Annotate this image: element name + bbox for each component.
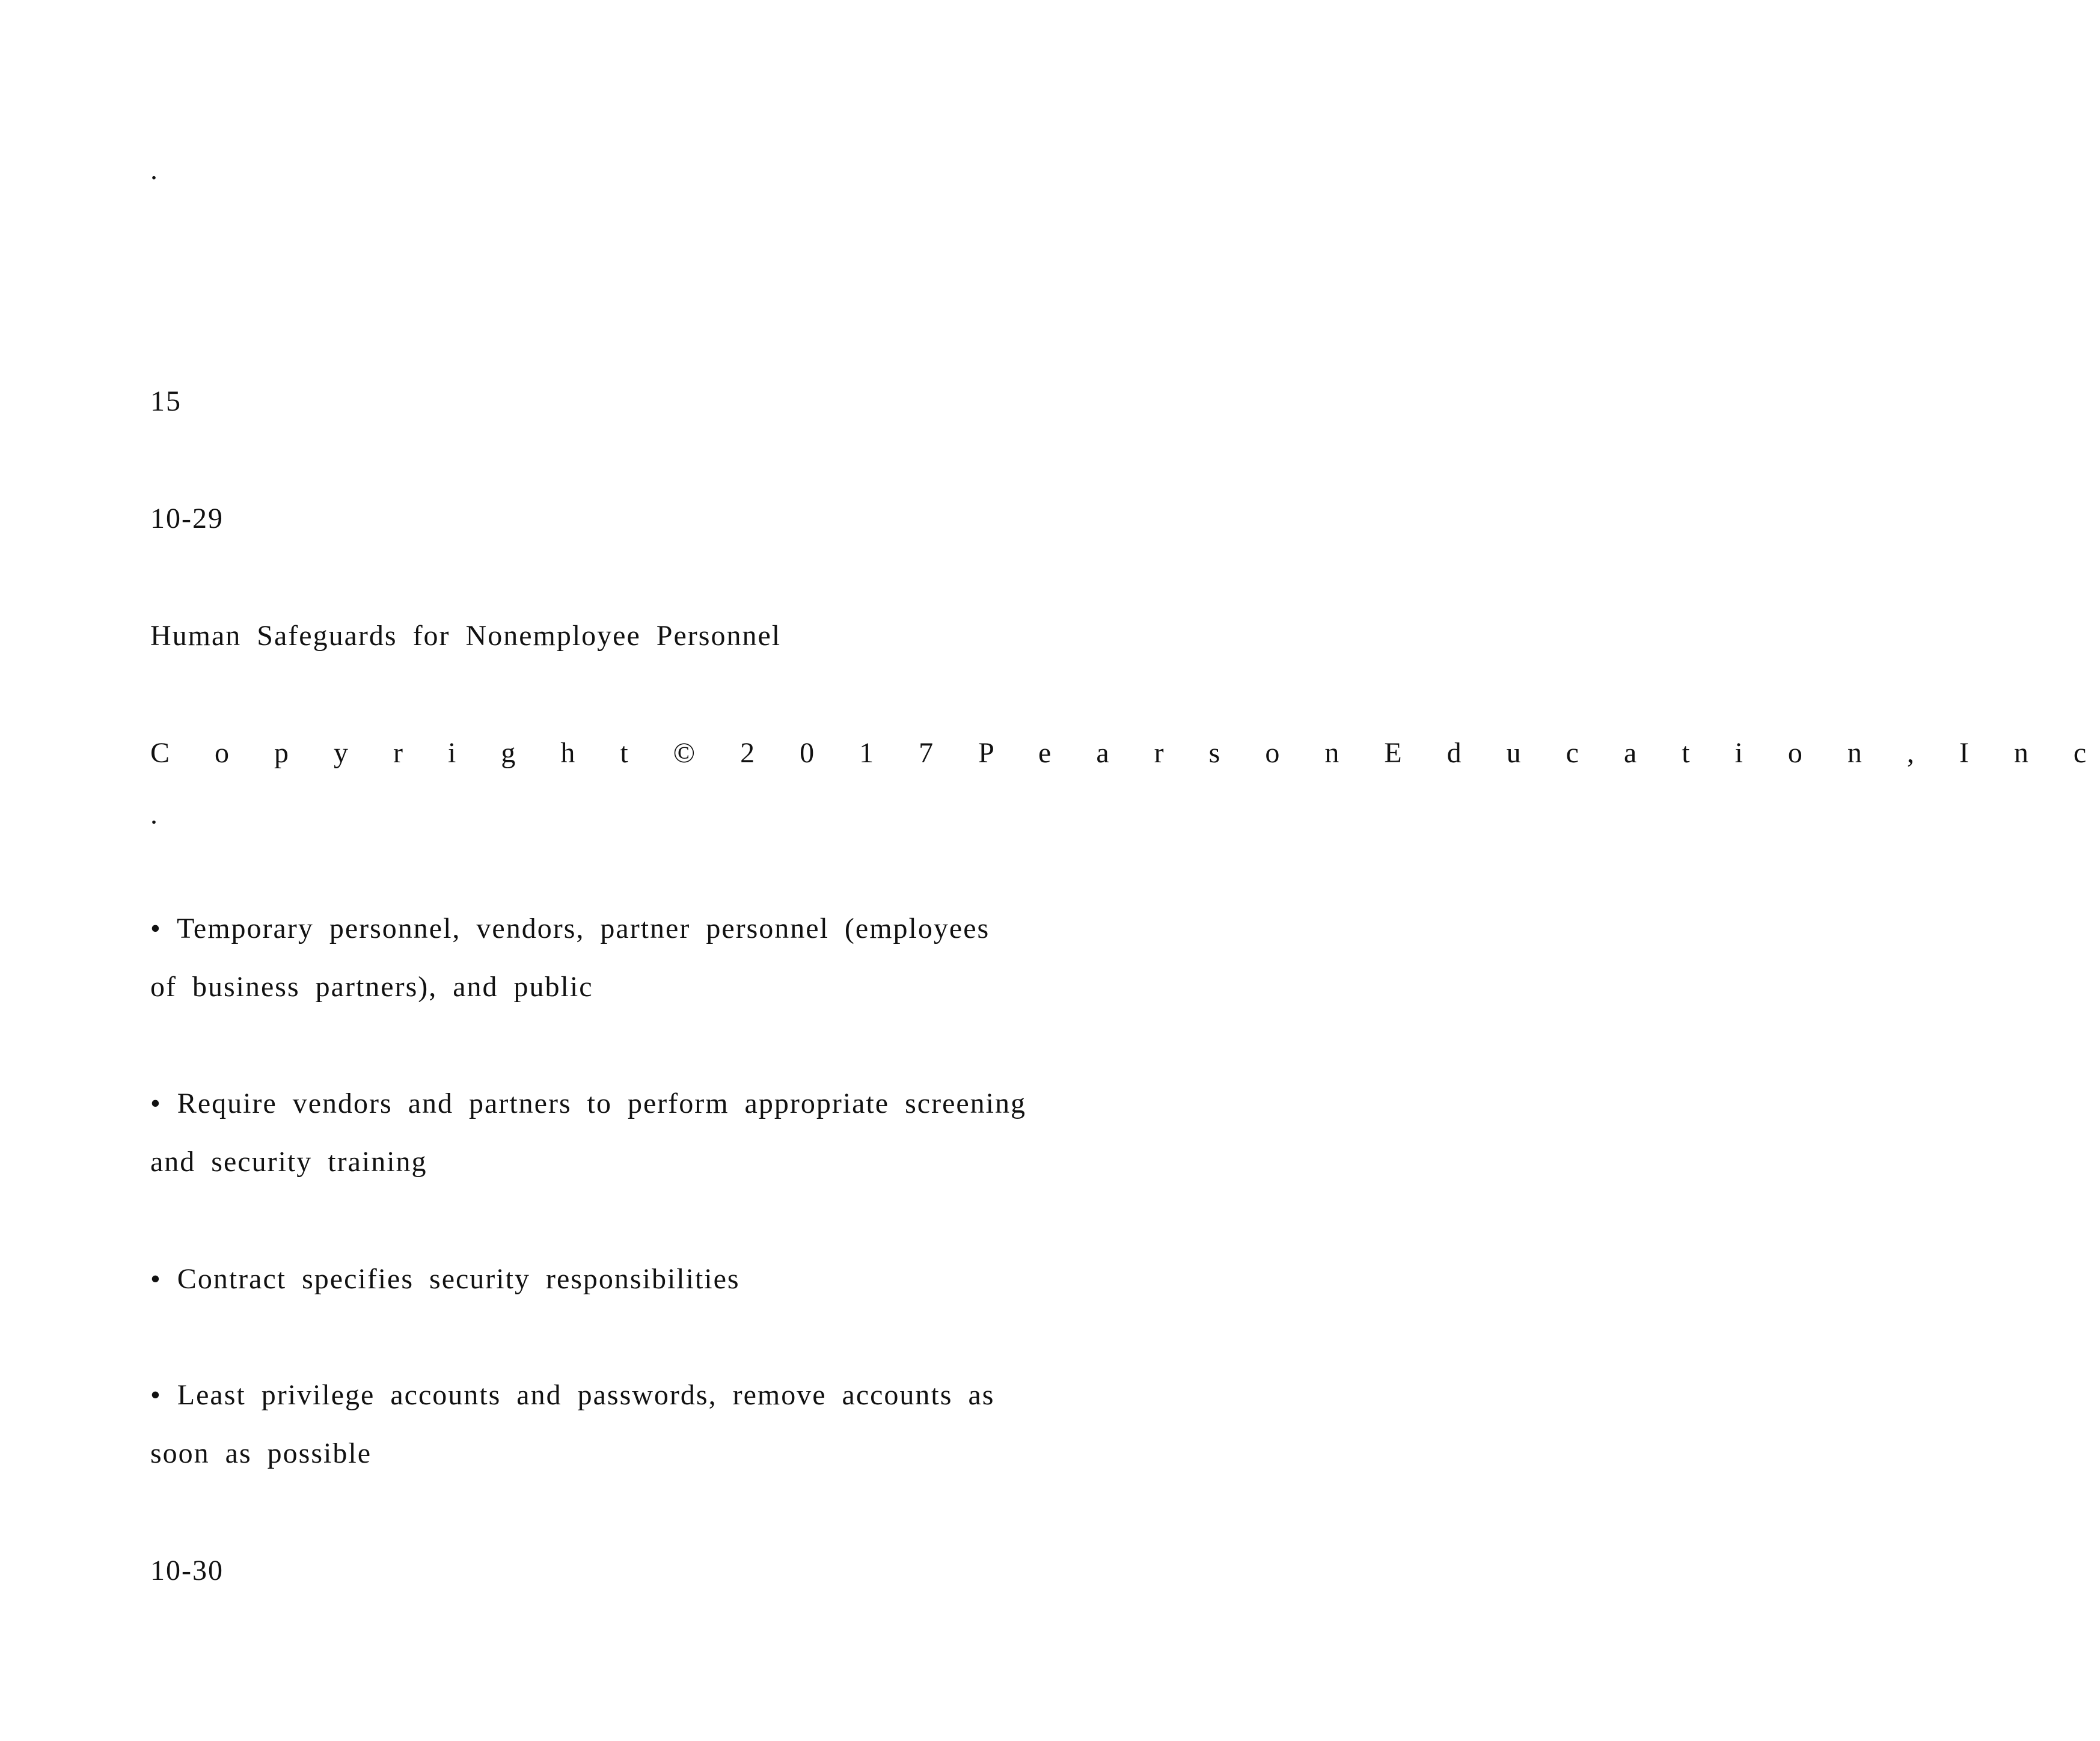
bullet-4-line-2: soon as possible (150, 1437, 372, 1469)
bullet-4-line-1: • Least privilege accounts and passwords, remove accounts as (150, 1379, 995, 1411)
stray-period-top: . (150, 154, 159, 186)
slide-number-10-30: 10-30 (150, 1555, 224, 1586)
bullet-2-line-2: and security training (150, 1146, 427, 1178)
page-number: 15 (150, 385, 182, 417)
bullet-2-line-1: • Require vendors and partners to perform appropriate screening (150, 1088, 1027, 1119)
bullet-3-line-1: • Contract specifies security responsibilities (150, 1263, 740, 1295)
copyright-notice: C o p y r i g h t © 2 0 1 7 P e a r s o n E d u c a t i o n , I n c (150, 737, 2100, 769)
slide-heading: Human Safeguards for Nonemployee Personnel (150, 620, 782, 652)
slide-number-10-29: 10-29 (150, 503, 224, 534)
bullet-1-line-1: • Temporary personnel, vendors, partner personnel (employees (150, 913, 990, 944)
bullet-1-line-2: of business partners), and public (150, 971, 593, 1003)
copyright-period: . (150, 798, 159, 830)
